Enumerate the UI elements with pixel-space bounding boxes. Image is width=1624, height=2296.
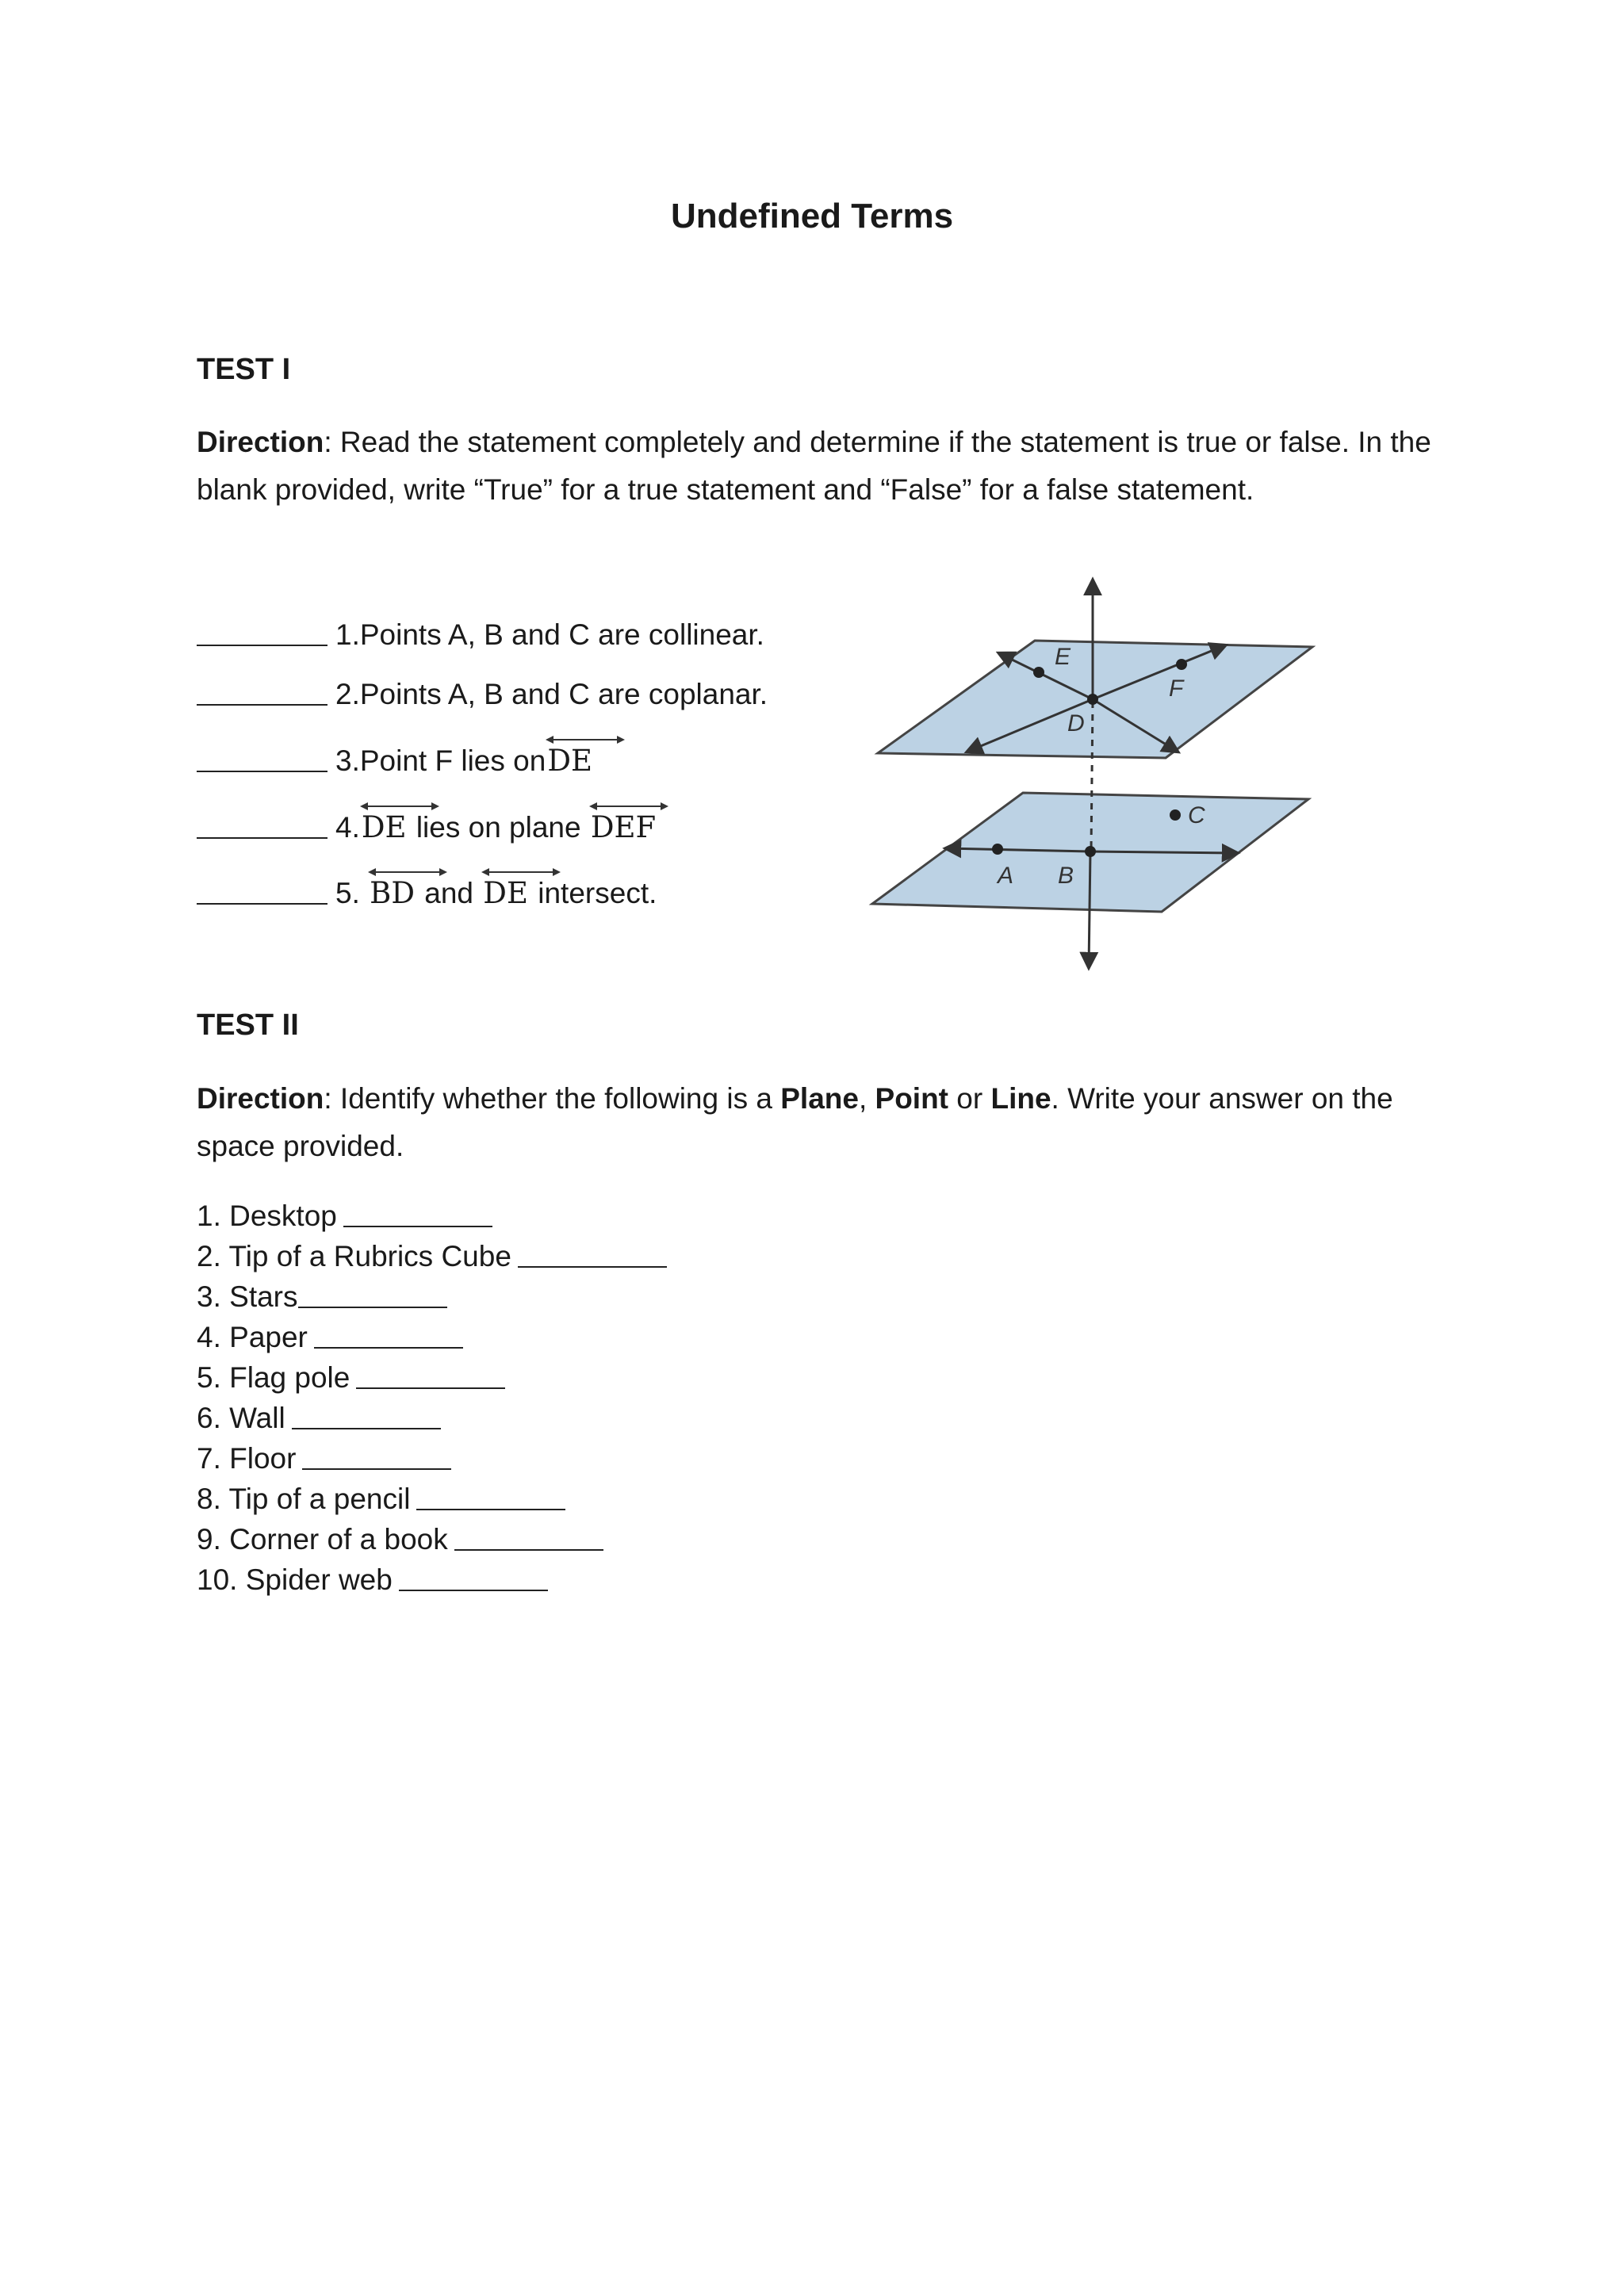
label-D: D bbox=[1067, 710, 1085, 737]
answer-blank[interactable] bbox=[197, 770, 327, 772]
answer-blank[interactable] bbox=[314, 1346, 463, 1349]
answer-blank[interactable] bbox=[197, 703, 327, 706]
item-text: and bbox=[416, 877, 482, 909]
line-notation: DE bbox=[546, 744, 594, 778]
test2-list bbox=[197, 1196, 667, 1600]
list-item bbox=[197, 1479, 667, 1519]
plane-notation: DEF bbox=[589, 810, 657, 844]
list-item bbox=[197, 1236, 667, 1276]
line-arrow-icon bbox=[481, 867, 561, 878]
answer-blank[interactable] bbox=[343, 1225, 492, 1227]
test1-item-4 bbox=[197, 810, 657, 844]
answer-blank[interactable] bbox=[454, 1548, 603, 1551]
planes-figure bbox=[864, 571, 1324, 983]
item-text: 8. Tip of a pencil bbox=[197, 1483, 411, 1515]
direction-label: Direction bbox=[197, 1082, 324, 1115]
direction-text: : Identify whether the following is a bbox=[324, 1082, 781, 1115]
point-F bbox=[1176, 659, 1187, 670]
answer-blank[interactable] bbox=[298, 1306, 447, 1308]
line-arrow-icon bbox=[368, 867, 447, 878]
term-plane: Plane bbox=[780, 1082, 859, 1115]
answer-blank[interactable] bbox=[356, 1387, 505, 1389]
point-B bbox=[1085, 846, 1096, 857]
item-text: 4. Paper bbox=[197, 1321, 308, 1353]
label-A: A bbox=[998, 863, 1014, 889]
test1-item-5 bbox=[197, 876, 657, 910]
test1-item-2 bbox=[197, 678, 768, 711]
item-text: 3.Point F lies on bbox=[335, 744, 546, 777]
line-notation: BD bbox=[368, 876, 416, 910]
answer-blank[interactable] bbox=[292, 1427, 441, 1429]
page-title: Undefined Terms bbox=[670, 197, 954, 235]
answer-blank[interactable] bbox=[197, 644, 327, 646]
list-item bbox=[197, 1276, 667, 1317]
answer-blank[interactable] bbox=[197, 902, 327, 905]
point-D bbox=[1087, 694, 1098, 705]
item-text: 1. Desktop bbox=[197, 1200, 337, 1232]
direction-text: . Write your answer on the space provided. bbox=[197, 1082, 1393, 1162]
answer-blank[interactable] bbox=[302, 1468, 451, 1470]
label-B: B bbox=[1058, 863, 1074, 889]
test2-direction bbox=[197, 1075, 1434, 1170]
line-arrow-icon bbox=[546, 734, 625, 745]
point-C bbox=[1170, 809, 1181, 821]
test1-item-3 bbox=[197, 744, 594, 778]
answer-blank[interactable] bbox=[416, 1508, 565, 1510]
test1-heading: TEST I bbox=[197, 353, 291, 386]
item-text: 3. Stars bbox=[197, 1280, 298, 1313]
answer-blank[interactable] bbox=[399, 1589, 548, 1591]
item-text: 5. bbox=[335, 877, 369, 909]
term-line: Line bbox=[990, 1082, 1051, 1115]
item-text: 7. Floor bbox=[197, 1442, 297, 1475]
item-text: 10. Spider web bbox=[197, 1563, 393, 1596]
direction-text: : Read the statement completely and determine if the statement is true or false. In the blank provided, write “True” for a true statement and “False” for a false statement. bbox=[197, 426, 1431, 506]
item-text: intersect. bbox=[529, 877, 657, 909]
item-text: 1.Points A, B and C are collinear. bbox=[335, 618, 764, 651]
item-text: 2. Tip of a Rubrics Cube bbox=[197, 1240, 511, 1272]
direction-label: Direction bbox=[197, 426, 324, 458]
answer-blank[interactable] bbox=[197, 836, 327, 839]
item-text: 2.Points A, B and C are coplanar. bbox=[335, 678, 768, 710]
label-F: F bbox=[1169, 675, 1184, 702]
item-text: lies on plane bbox=[408, 811, 589, 844]
label-C: C bbox=[1188, 802, 1205, 828]
line-arrow-icon bbox=[360, 801, 439, 812]
vertical-line-lower bbox=[1089, 851, 1090, 967]
separator: , bbox=[858, 1082, 875, 1115]
point-A bbox=[992, 844, 1003, 855]
point-E bbox=[1033, 667, 1044, 678]
term-point: Point bbox=[875, 1082, 948, 1115]
test1-item-1 bbox=[197, 618, 764, 652]
item-text: 5. Flag pole bbox=[197, 1361, 350, 1394]
list-item bbox=[197, 1398, 667, 1438]
line-notation: DE bbox=[481, 876, 530, 910]
answer-blank[interactable] bbox=[518, 1265, 667, 1268]
item-text: 4. bbox=[335, 811, 360, 844]
list-item bbox=[197, 1559, 667, 1600]
line-notation: DE bbox=[360, 810, 408, 844]
line-AB-ext bbox=[1090, 851, 1237, 853]
separator: or bbox=[948, 1082, 991, 1115]
list-item bbox=[197, 1519, 667, 1559]
list-item bbox=[197, 1438, 667, 1479]
label-E: E bbox=[1055, 644, 1071, 670]
list-item bbox=[197, 1317, 667, 1357]
list-item bbox=[197, 1196, 667, 1236]
item-text: 9. Corner of a book bbox=[197, 1523, 448, 1556]
test2-heading: TEST II bbox=[197, 1008, 299, 1042]
test1-direction bbox=[197, 419, 1434, 514]
line-arrow-icon bbox=[589, 801, 668, 812]
list-item bbox=[197, 1357, 667, 1398]
item-text: 6. Wall bbox=[197, 1402, 285, 1434]
